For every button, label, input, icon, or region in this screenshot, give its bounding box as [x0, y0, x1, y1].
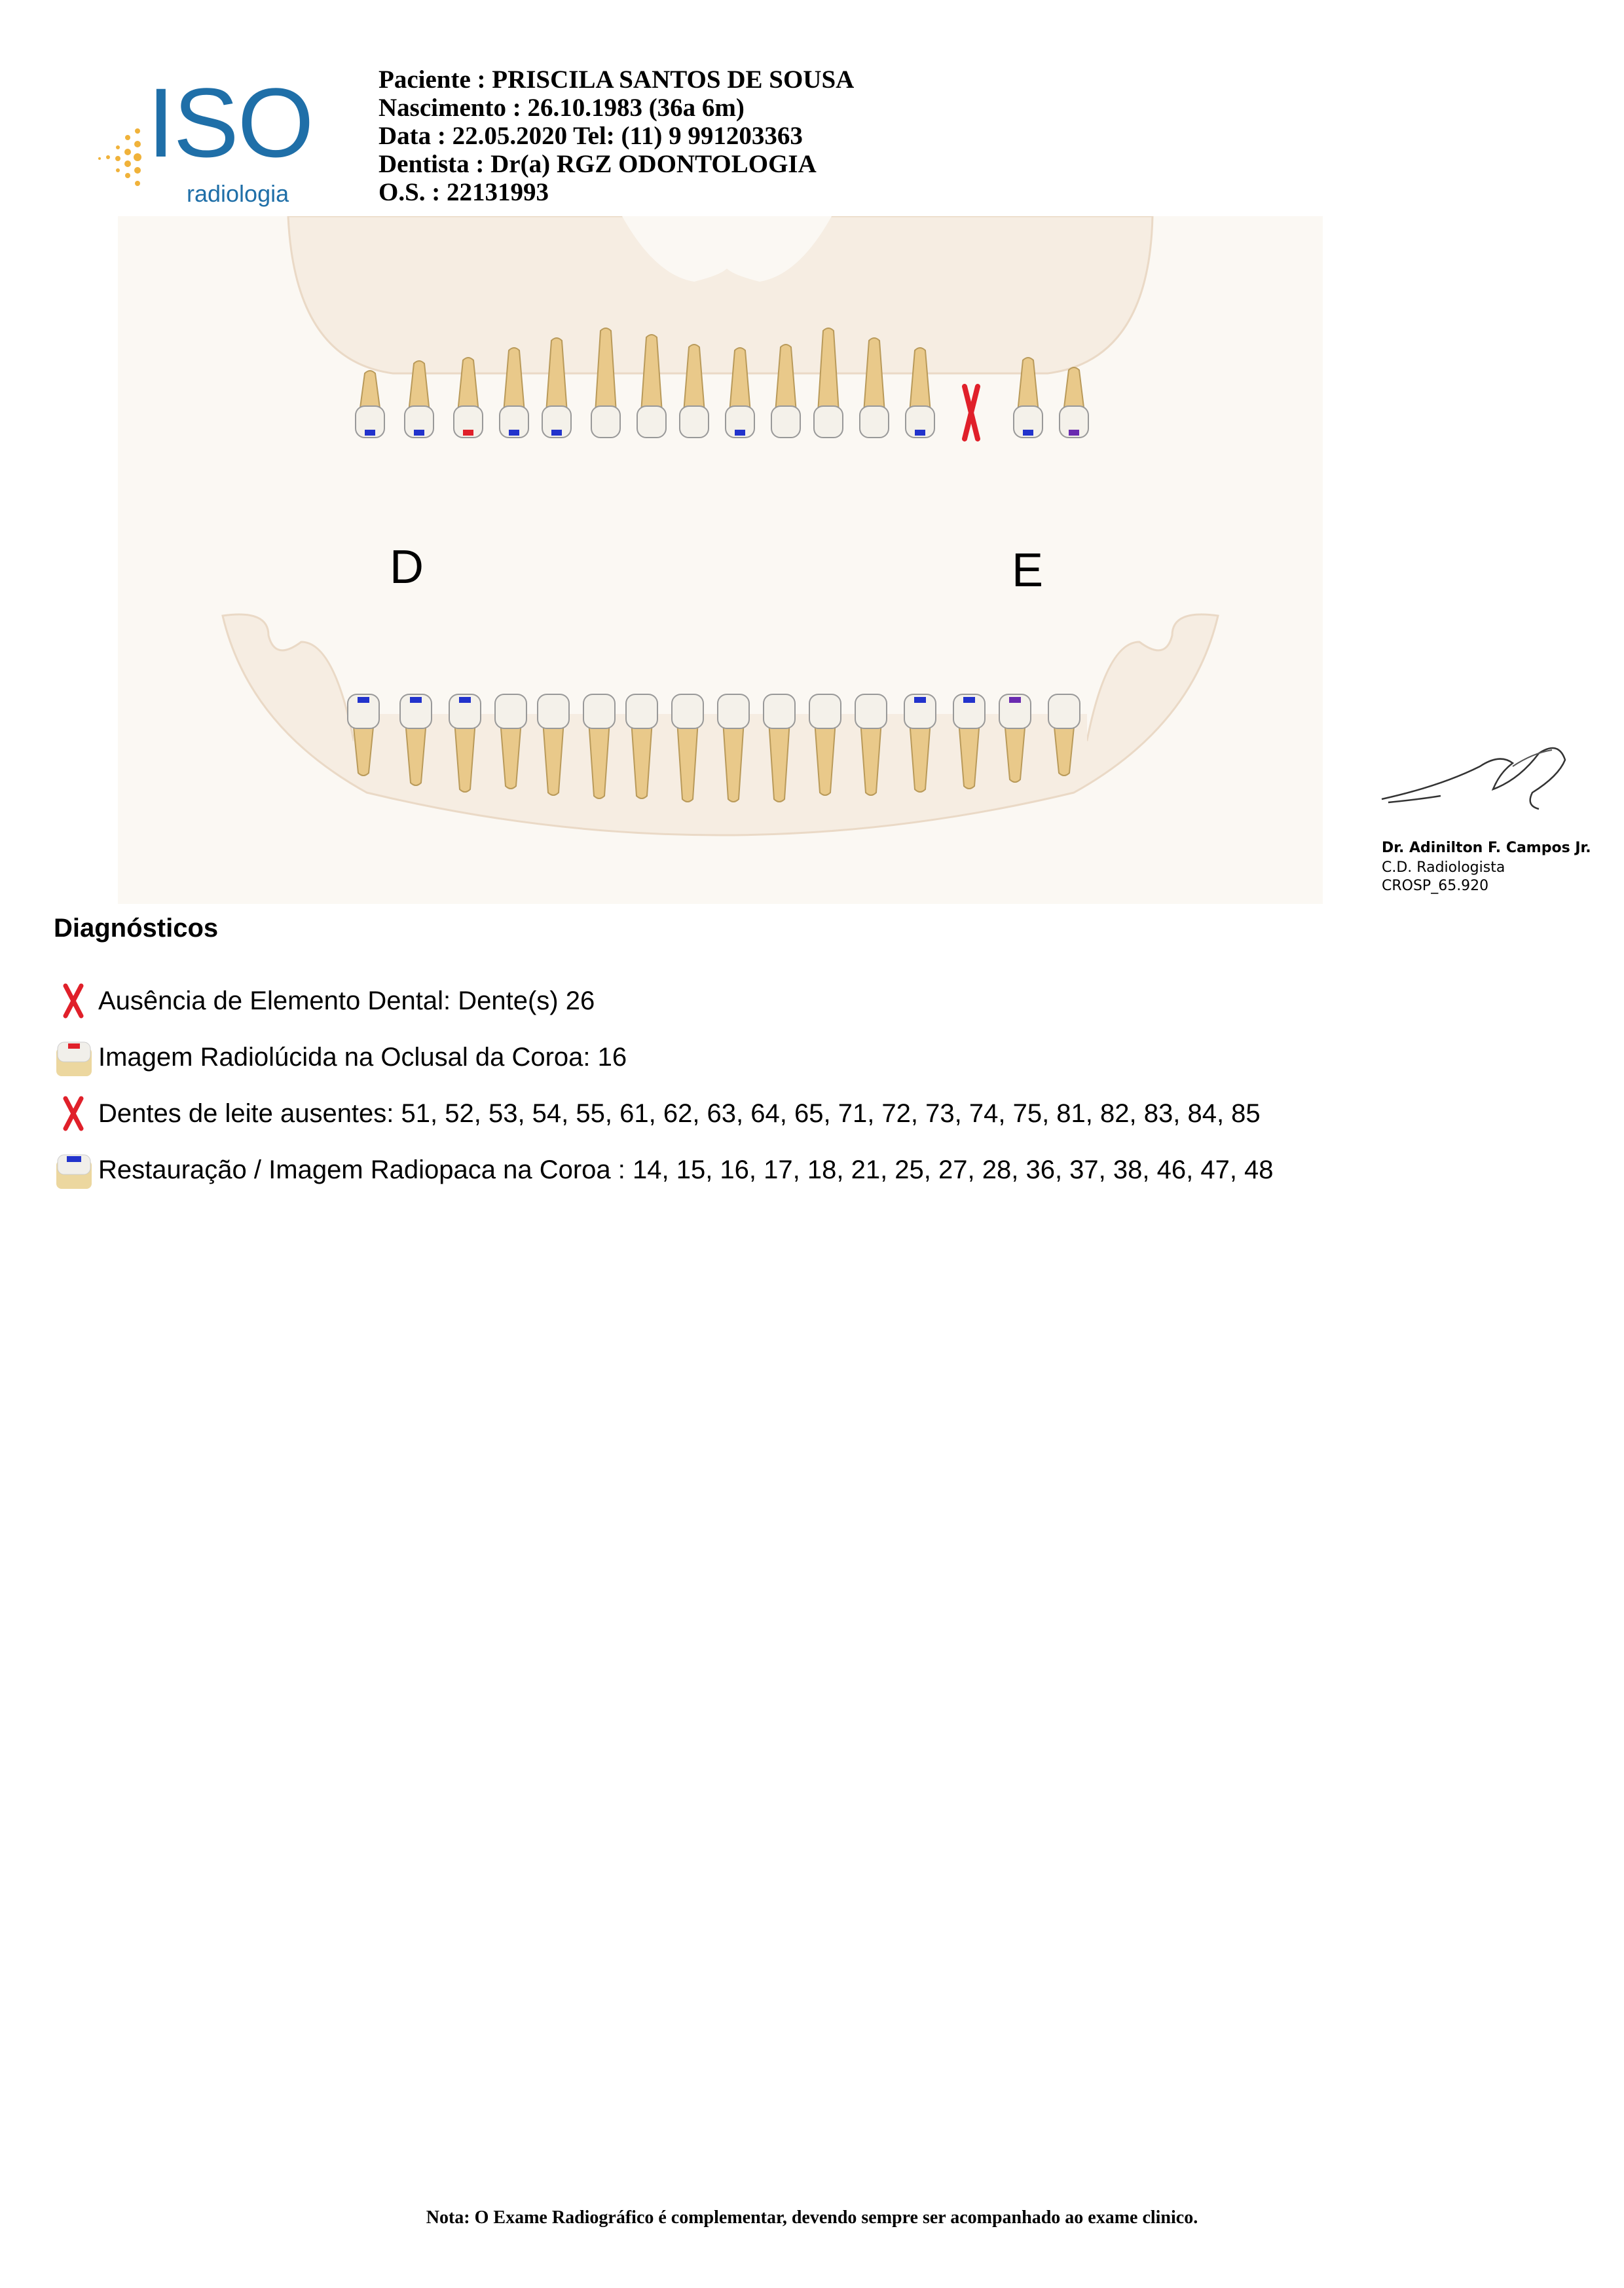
diagnostic-item [54, 1142, 1274, 1198]
signature-role: C.D. Radiologista [1382, 859, 1505, 876]
diagnostic-text: Restauração / Imagem Radiopaca na Coroa : 14, 15, 16, 17, 18, 21, 25, 27, 28, 36, 37, 38, 46, 47, 48 [98, 1155, 1274, 1184]
footer-note: Nota: O Exame Radiográfico é complementar, devendo sempre ser acompanhado ao exame clinico. [426, 2207, 1198, 2228]
diagnostics-title: Diagnósticos [54, 914, 219, 943]
patient-header [378, 66, 854, 206]
logo-brand: ISO [147, 67, 313, 178]
dental-chart [118, 216, 1323, 904]
diagnostic-item [54, 1085, 1274, 1142]
sun-dots-icon [92, 118, 151, 197]
red-crown-icon [54, 1037, 94, 1078]
diagnostic-item [54, 973, 1274, 1029]
diagnostic-text: Ausência de Elemento Dental: Dente(s) 26 [98, 986, 595, 1015]
red-x-icon [54, 981, 94, 1021]
iso-logo [92, 67, 314, 210]
blue-crown-icon [54, 1150, 94, 1190]
patient-birth: Nascimento : 26.10.1983 (36a 6m) [378, 94, 745, 122]
signature-name: Dr. Adinilton F. Campos Jr. [1382, 840, 1591, 856]
side-label-right: D [390, 541, 424, 593]
diagnostic-item [54, 1029, 1274, 1085]
red-x-icon [54, 1093, 94, 1134]
signature-cro: CROSP_65.920 [1382, 878, 1489, 894]
patient-name: Paciente : PRISCILA SANTOS DE SOUSA [378, 66, 855, 94]
diagnostic-text: Imagem Radiolúcida na Oclusal da Coroa: 16 [98, 1042, 627, 1072]
diagnostics-list [54, 973, 1274, 1198]
exam-date: Data : 22.05.2020 Tel: (11) 9 991203363 [378, 122, 803, 150]
order-number: O.S. : 22131993 [378, 178, 549, 206]
diagnostic-text: Dentes de leite ausentes: 51, 52, 53, 54, 55, 61, 62, 63, 64, 65, 71, 72, 73, 74, 75, 81, 82, 83, 84, 85 [98, 1098, 1261, 1128]
dentist: Dentista : Dr(a) RGZ ODONTOLOGIA [378, 150, 817, 178]
logo-subtitle: radiologia [187, 180, 289, 207]
side-label-left: E [1012, 544, 1044, 597]
